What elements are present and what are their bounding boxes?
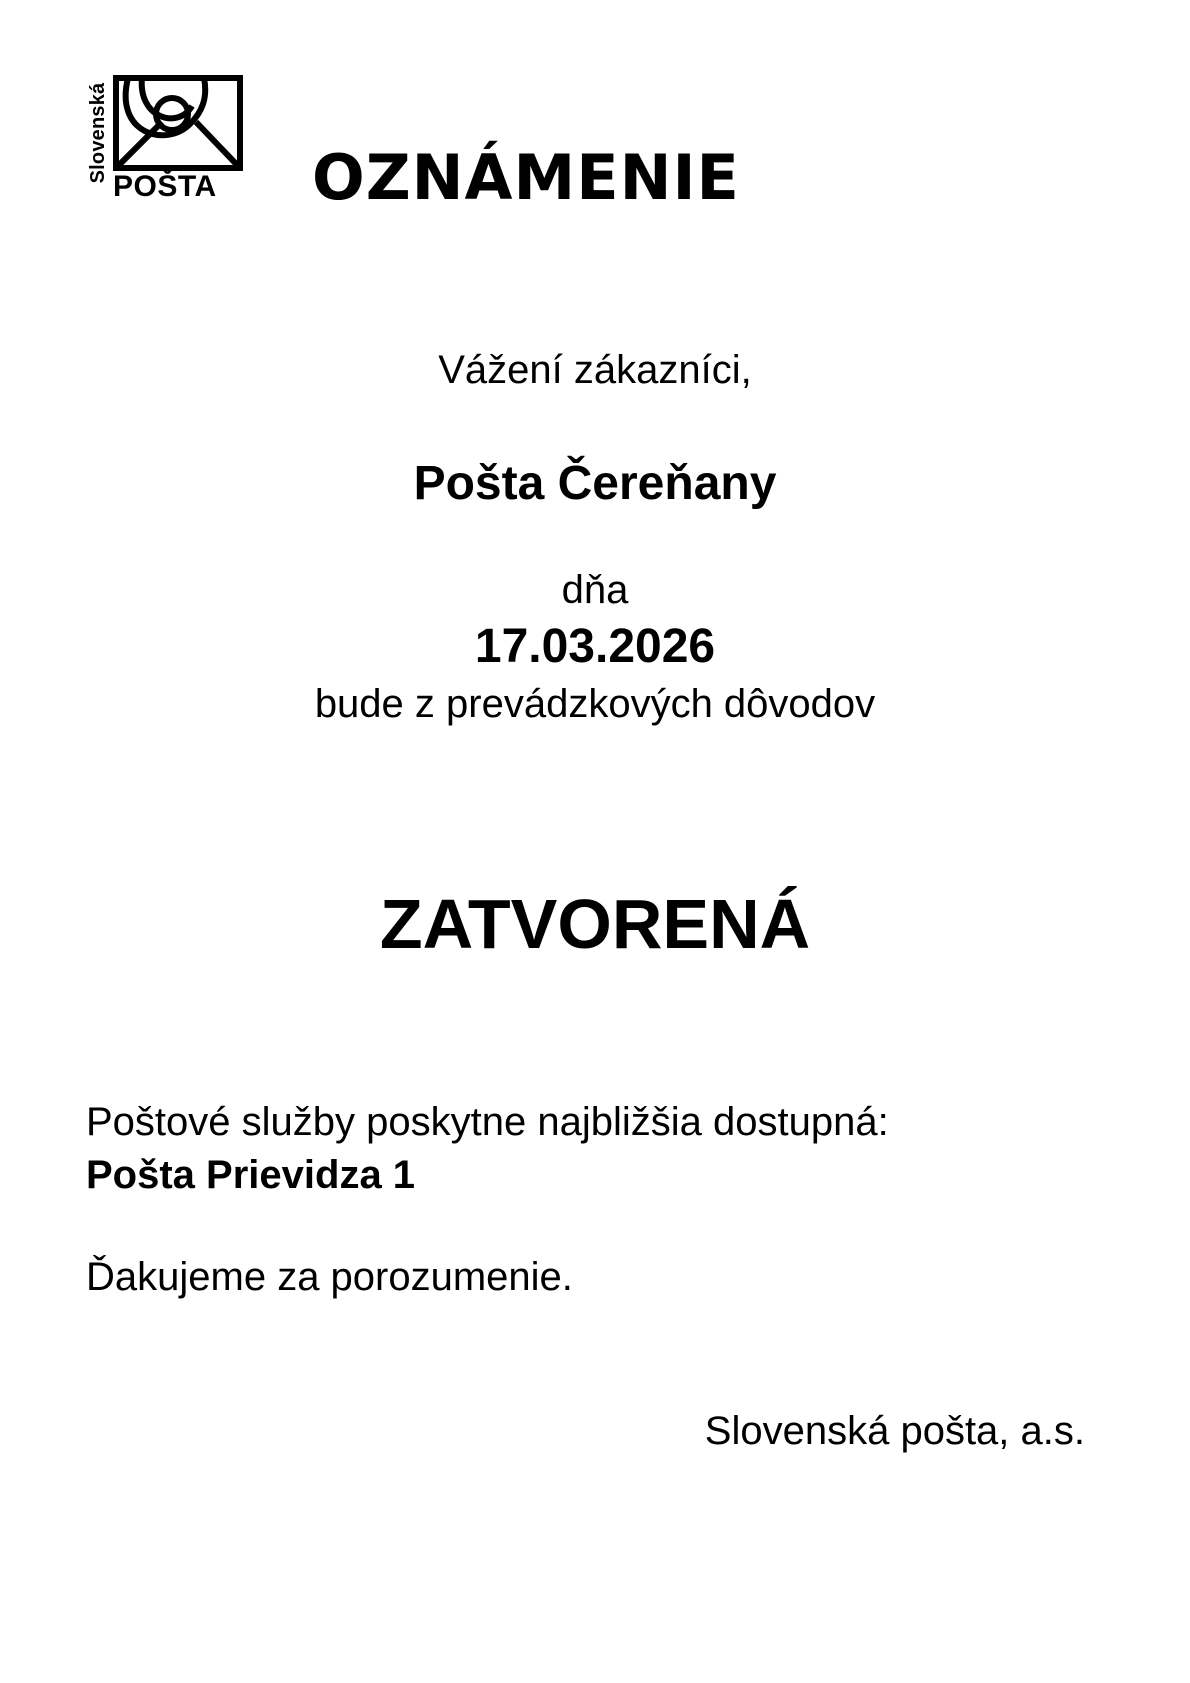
signature: Slovenská pošta, a.s. (704, 1409, 1085, 1453)
alternative-service-intro: Poštové služby poskytne najbližšia dostupná: (86, 1100, 889, 1144)
thanks-text: Ďakujeme za porozumenie. (86, 1255, 573, 1299)
closure-reason: bude z prevádzkových dôvodov (314, 682, 876, 726)
notice-headline: OZNÁMENIE (312, 141, 740, 214)
alternative-post-office: Pošta Prievidza 1 (86, 1153, 416, 1197)
greeting-text: Vážení zákazníci, (438, 348, 752, 392)
post-office-name: Pošta Čereňany (413, 457, 777, 510)
closed-status: ZATVORENÁ (379, 885, 811, 963)
logo-brand-vertical-text: Slovenská (87, 82, 109, 184)
logo-brand-posta-text: POŠTA (113, 170, 217, 203)
on-day-label: dňa (561, 568, 629, 612)
slovenska-posta-logo (84, 76, 244, 202)
closure-date: 17.03.2026 (474, 620, 716, 673)
